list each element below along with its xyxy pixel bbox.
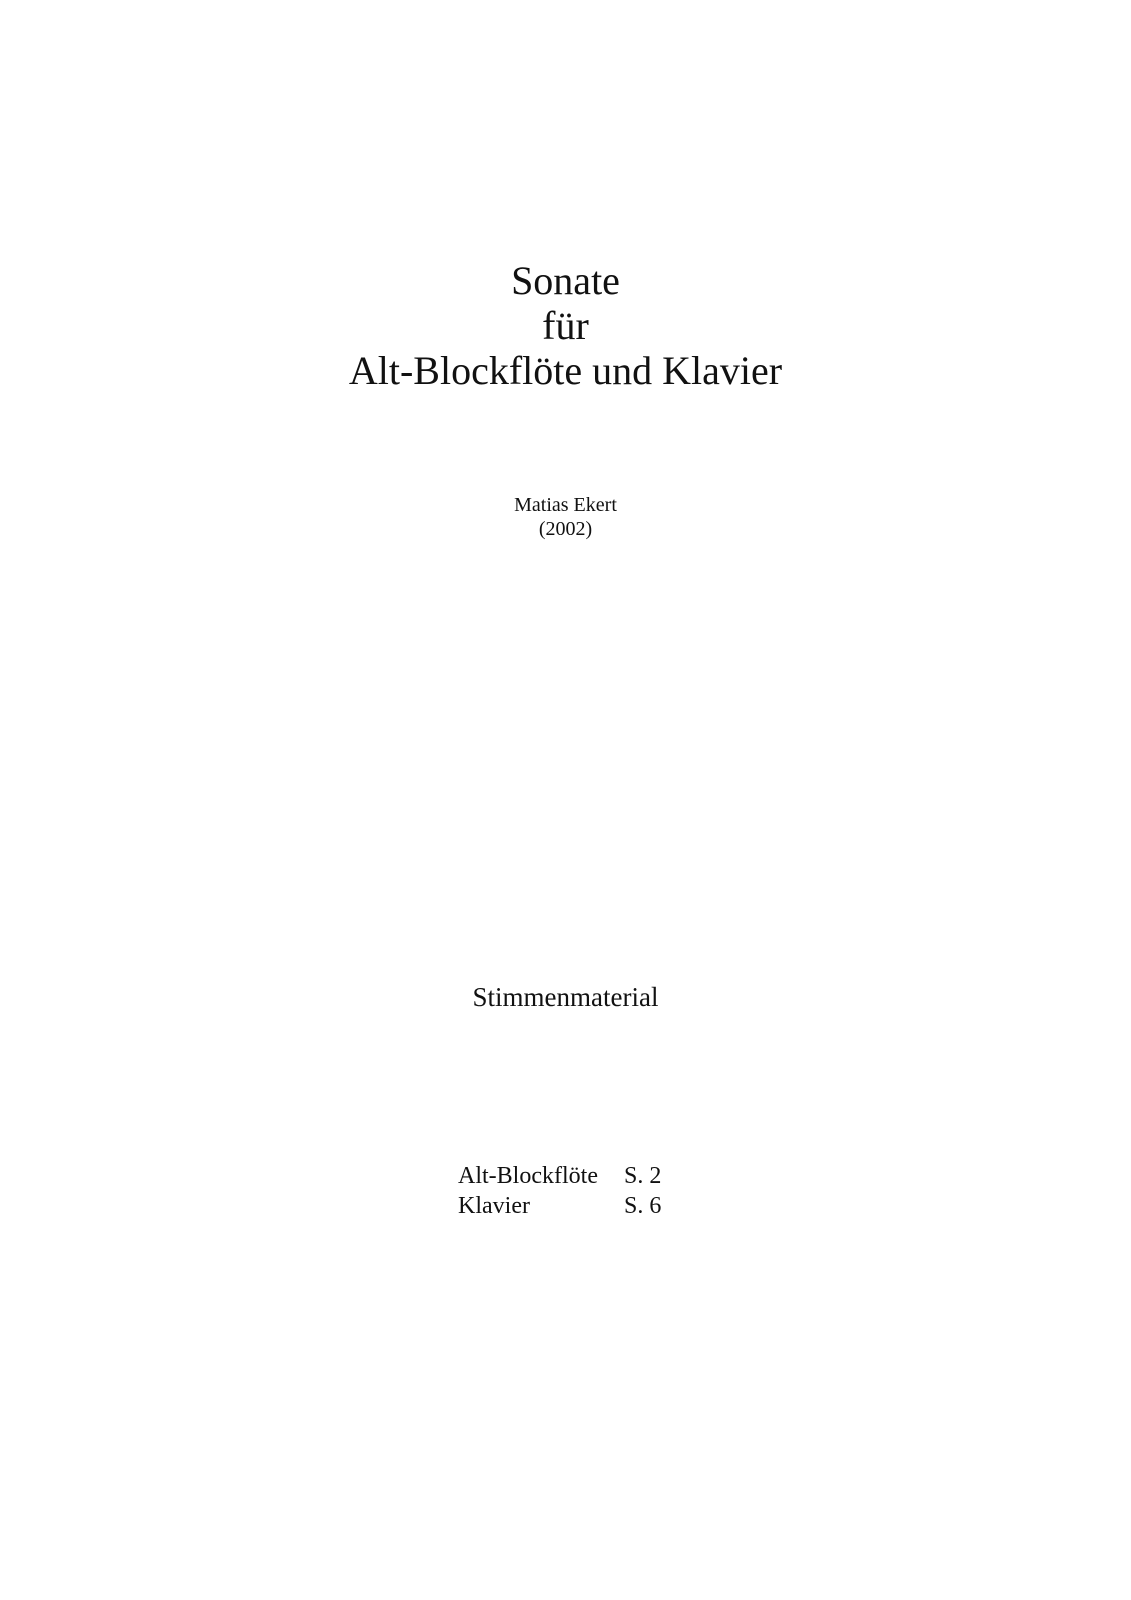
part-name: Klavier <box>458 1193 530 1219</box>
composition-year: (2002) <box>538 518 593 540</box>
section-heading: Stimmenmaterial <box>472 982 659 1012</box>
title-block <box>0 258 1131 393</box>
part-page-reference: S. 2 <box>624 1163 662 1189</box>
part-name: Alt-Blockflöte <box>458 1163 598 1189</box>
author-block <box>0 493 1131 541</box>
parts-list-item <box>458 1161 661 1191</box>
title-line-2: für <box>542 303 589 348</box>
parts-list <box>458 1161 661 1221</box>
part-page-reference: S. 6 <box>624 1193 662 1219</box>
parts-list-item <box>458 1191 661 1221</box>
title-line-1: Sonate <box>511 258 620 303</box>
title-line-3: Alt-Blockflöte und Klavier <box>348 348 783 393</box>
composer-name: Matias Ekert <box>514 494 617 516</box>
